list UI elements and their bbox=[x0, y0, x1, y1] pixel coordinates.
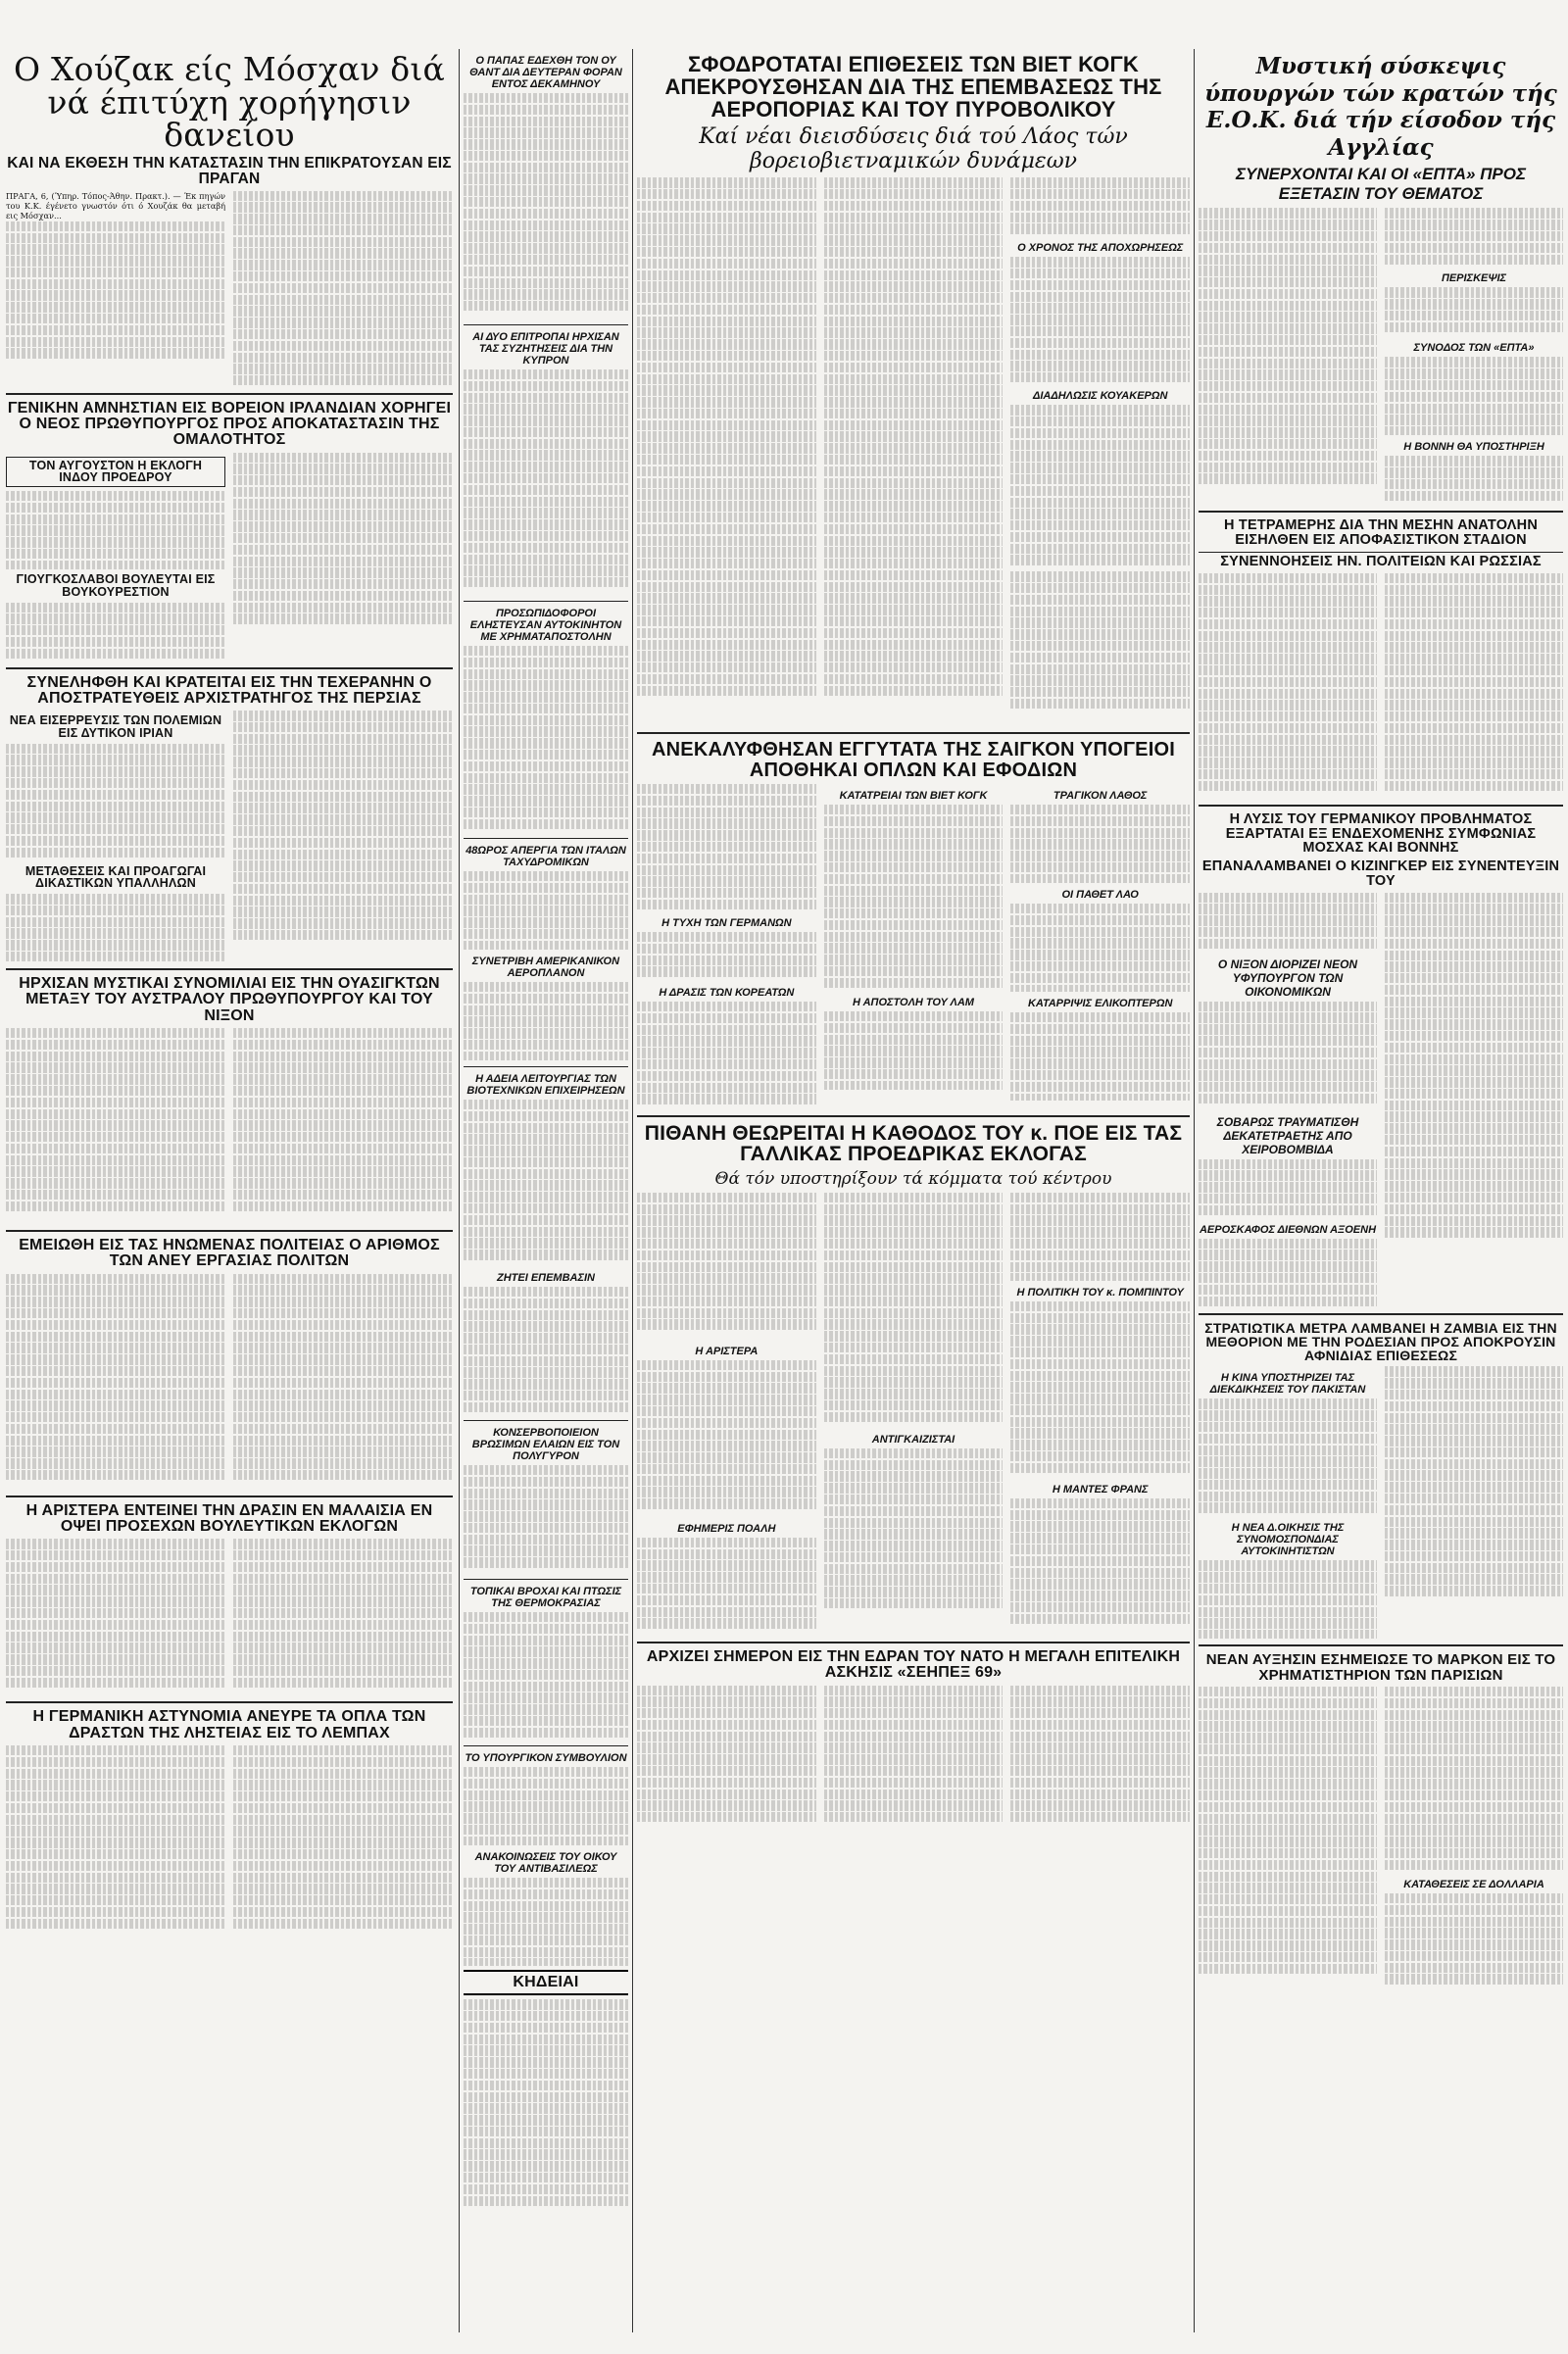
main-headline-center: ΣΦΟΔΡΟΤΑΤΑΙ ΕΠΙΘΕΣΕΙΣ ΤΩΝ ΒΙΕΤ ΚΟΓΚ ΑΠΕΚΡΟΥΣΘΗΣΑΝ ΔΙΑ ΤΗΣ ΕΠΕΜΒΑΣΕΩΣ ΤΗΣ ΑΕΡΟΠΟΡΙΑΣ ΚΑΙ ΤΟΥ ΠΥΡΟΒΟΛΙΚΟΥ bbox=[664, 52, 1162, 123]
main-subheadline: ΚΑΙ ΝΑ ΕΚΘΕΣΗ ΤΗΝ ΚΑΤΑΣΤΑΣΙΝ ΤΗΝ ΕΠΙΚΡΑΤΟΥΣΑΝ ΕΙΣ ΠΡΑΓΑΝ bbox=[7, 154, 452, 187]
headline: ΤΟ ΥΠΟΥΡΓΙΚΟΝ ΣΥΜΒΟΥΛΙΟΝ bbox=[465, 1752, 627, 1764]
article-body bbox=[464, 1100, 628, 1266]
headline: ΣΤΡΑΤΙΩΤΙΚΑ ΜΕΤΡΑ ΛΑΜΒΑΝΕΙ Η ΖΑΜΒΙΑ ΕΙΣ ΤΗΝ ΜΕΘΟΡΙΟΝ ΜΕ ΤΗΝ ΡΟΔΕΣΙΑΝ ΠΡΟΣ ΑΠΟΚΡΟΥΣΙΝ ΑΦΝΙΔΙΑΣ ΕΠΙΘΕΣΕΩΣ bbox=[1204, 1319, 1557, 1364]
section-heading: ΠΕΡΙΣΚΕΨΙΣ bbox=[1441, 272, 1507, 285]
headline: ΝΕΑ ΕΙΣΕΡΡΕΥΣΙΣ ΤΩΝ ΠΟΛΕΜΙΩΝ ΕΙΣ ΔΥΤΙΚΟΝ ΙΡΙΑΝ bbox=[9, 713, 222, 740]
article-body bbox=[233, 1745, 453, 1941]
headline: ΗΡΧΙΣΑΝ ΜΥΣΤΙΚΑΙ ΣΥΝΟΜΙΛΙΑΙ ΕΙΣ ΤΗΝ ΟΥΑΣΙΓΚΤΩΝ ΜΕΤΑΞΥ ΤΟΥ ΑΥΣΤΡΑΛΟΥ ΠΡΩΘΥΠΟΥΡΓΟΥ ΚΑΙ ΤΟΥ ΝΙΞΟΝ bbox=[19, 975, 440, 1024]
subheadline: ΣΥΝΕΡΧΟΝΤΑΙ ΚΑΙ ΟΙ «ΕΠΤΑ» ΠΡΟΣ ΕΞΕΤΑΣΙΝ ΤΟΥ ΘΕΜΑΤΟΣ bbox=[1235, 165, 1527, 204]
headline: Η ΑΡΙΣΤΕΡΑ ΕΝΤΕΙΝΕΙ ΤΗΝ ΔΡΑΣΙΝ ΕΝ ΜΑΛΑΙΣΙΑ ΕΝ ΟΨΕΙ ΠΡΟΣΕΧΩΝ ΒΟΥΛΕΥΤΙΚΩΝ ΕΚΛΟΓΩΝ bbox=[25, 1501, 433, 1535]
article-body bbox=[1199, 573, 1377, 799]
article-body bbox=[6, 1028, 225, 1224]
section-heading: Η ΑΠΟΣΤΟΛΗ ΤΟΥ ΛΑΜ bbox=[853, 997, 974, 1009]
main-lede: ΠΡΑΓΑ, 6, (Ύπηρ. Τόπος-Άθην. Πρακτ.). — Έκ πηγών του Κ.Κ. έγένετο γνωστόν ότι ό Χουζάκ θα μεταβή εις Μόσχαν... bbox=[6, 190, 225, 221]
article-body bbox=[637, 1360, 816, 1517]
article-body bbox=[824, 1193, 1004, 1428]
headline: Η ΓΕΡΜΑΝΙΚΗ ΑΣΤΥΝΟΜΙΑ ΑΝΕΥΡΕ ΤΑ ΟΠΛΑ ΤΩΝ ΔΡΑΣΤΩΝ ΤΗΣ ΛΗΣΤΕΙΑΣ ΕΙΣ ΤΟ ΛΕΜΠΑΧ bbox=[32, 1708, 426, 1741]
headline: ΚΗΔΕΙΑΙ bbox=[464, 1970, 628, 1995]
section-heading: Η ΒΟΝΝΗ ΘΑ ΥΠΟΣΤΗΡΙΞΗ bbox=[1403, 441, 1544, 454]
article-body bbox=[824, 1686, 1004, 1833]
article-body bbox=[1385, 456, 1563, 505]
subheadline: Θά τόν υποστηρίξουν τά κόμματα τού κέντρου bbox=[714, 1168, 1112, 1189]
headline: Ο ΠΑΠΑΣ ΕΔΕΧΘΗ ΤΟΝ ΟΥ ΘΑΝΤ ΔΙΑ ΔΕΥΤΕΡΑΝ ΦΟΡΑΝ ΕΝΤΟΣ ΔΕΚΑΜΗΝΟΥ bbox=[469, 55, 622, 90]
article-body bbox=[1199, 893, 1377, 952]
column-rule bbox=[632, 49, 633, 2332]
article-body bbox=[464, 1465, 628, 1573]
section-heading: Η ΑΡΙΣΤΕΡΑ bbox=[695, 1345, 759, 1357]
article-body bbox=[464, 1287, 628, 1414]
article-body bbox=[1010, 1012, 1190, 1101]
article-body bbox=[1010, 1498, 1190, 1636]
article-body bbox=[464, 1612, 628, 1740]
article-body bbox=[233, 191, 453, 387]
article-body bbox=[637, 1002, 816, 1109]
section-heading: Η ΚΙΝΑ ΥΠΟΣΤΗΡΙΖΕΙ ΤΑΣ ΔΙΕΚΔΙΚΗΣΕΙΣ ΤΟΥ ΠΑΚΙΣΤΑΝ bbox=[1209, 1372, 1366, 1397]
column-second bbox=[464, 49, 628, 2342]
article-body bbox=[464, 1878, 628, 1966]
headline: ΖΗΤΕΙ ΕΠΕΜΒΑΣΙΝ bbox=[497, 1272, 595, 1284]
section-heading: ΚΑΤΑΘΕΣΕΙΣ ΣΕ ΔΟΛΛΑΡΙΑ bbox=[1403, 1879, 1544, 1891]
article-body bbox=[233, 1539, 453, 1695]
article-body bbox=[464, 646, 628, 832]
article-body bbox=[1385, 287, 1563, 336]
article-body bbox=[6, 1274, 225, 1490]
column-rule bbox=[459, 49, 460, 2332]
article-body bbox=[824, 805, 1004, 991]
column-left bbox=[6, 49, 453, 2342]
headline: Η ΛΥΣΙΣ ΤΟΥ ΓΕΡΜΑΝΙΚΟΥ ΠΡΟΒΛΗΜΑΤΟΣ ΕΞΑΡΤΑΤΑΙ ΕΞ ΕΝΔΕΧΟΜΕΝΗΣ ΣΥΜΦΩΝΙΑΣ ΜΟΣΧΑΣ ΚΑΙ ΒΟΝΝΗΣ bbox=[1225, 810, 1537, 857]
subheadline: Καί νέαι διεισδύσεις διά τού Λάος τών βορειοβιετναμικών δυνάμεων bbox=[699, 124, 1128, 174]
article-body bbox=[464, 1767, 628, 1845]
headline: ΚΟΝΣΕΡΒΟΠΟΙΕΙΟΝ ΒΡΩΣΙΜΩΝ ΕΛΑΙΩΝ ΕΙΣ ΤΟΝ ΠΟΛΥΓΥΡΟΝ bbox=[471, 1427, 620, 1462]
headline: ΓΙΟΥΓΚΟΣΛΑΒΟΙ ΒΟΥΛΕΥΤΑΙ ΕΙΣ ΒΟΥΚΟΥΡΕΣΤΙΟΝ bbox=[16, 572, 216, 599]
article-body bbox=[1010, 571, 1190, 718]
article-body bbox=[1199, 1239, 1377, 1307]
headline: Η ΑΔΕΙΑ ΛΕΙΤΟΥΡΓΙΑΣ ΤΩΝ ΒΙΟΤΕΧΝΙΚΩΝ ΕΠΙΧΕΙΡΗΣΕΩΝ bbox=[466, 1073, 625, 1097]
article-body bbox=[637, 784, 816, 911]
article-body bbox=[6, 603, 225, 662]
section-heading: ΚΑΤΑΤΡΕΙΑΙ ΤΩΝ ΒΙΕΤ ΚΟΓΚ bbox=[839, 790, 988, 803]
column-rule bbox=[1194, 49, 1195, 2332]
article-body bbox=[233, 1028, 453, 1224]
article-body bbox=[1010, 805, 1190, 883]
headline: Η ΤΕΤΡΑΜΕΡΗΣ ΔΙΑ ΤΗΝ ΜΕΣΗΝ ΑΝΑΤΟΛΗΝ ΕΙΣΗΛΘΕΝ ΕΙΣ ΑΠΟΦΑΣΙΣΤΙΚΟΝ ΣΤΑΔΙΟΝ bbox=[1223, 517, 1538, 549]
section-heading: Η ΔΡΑΣΙΣ ΤΩΝ ΚΟΡΕΑΤΩΝ bbox=[659, 987, 795, 1000]
section-heading: ΑΕΡΟΣΚΑΦΟΣ ΔΙΕΘΝΩΝ ΑΞΟΕΝΗ bbox=[1199, 1223, 1377, 1236]
article-body bbox=[6, 1539, 225, 1695]
headline: ΑΡΧΙΖΕΙ ΣΗΜΕΡΟΝ ΕΙΣ ΤΗΝ ΕΔΡΑΝ ΤΟΥ ΝΑΤΟ Η ΜΕΓΑΛΗ ΕΠΙΤΕΛΙΚΗ ΑΣΚΗΣΙΣ «ΣΕΗΠΕΞ 69» bbox=[646, 1647, 1181, 1682]
headline: ΕΠΑΝΑΛΑΜΒΑΝΕΙ Ο ΚΙΖΙΝΓΚΕΡ ΕΙΣ ΣΥΝΕΝΤΕΥΞΙΝ ΤΟΥ bbox=[1201, 858, 1560, 889]
section-heading: ΟΙ ΠΑΘΕΤ ΛΑΟ bbox=[1061, 889, 1139, 902]
headline: ΠΙΘΑΝΗ ΘΕΩΡΕΙΤΑΙ Η ΚΑΘΟΔΟΣ ΤΟΥ κ. ΠΟΕ ΕΙΣ ΤΑΣ ΓΑΛΛΙΚΑΣ ΠΡΟΕΔΡΙΚΑΣ ΕΚΛΟΓΑΣ bbox=[644, 1122, 1183, 1166]
article-body bbox=[464, 1999, 628, 2215]
article-body bbox=[1199, 1002, 1377, 1109]
article-body bbox=[233, 711, 453, 946]
article-body bbox=[233, 1274, 453, 1490]
headline: ΤΟΝ ΑΥΓΟΥΣΤΟΝ Η ΕΚΛΟΓΗ ΙΝΔΟΥ ΠΡΟΕΔΡΟΥ bbox=[6, 457, 225, 488]
section-heading: ΕΦΗΜΕΡΙΣ ΠΟΑΛΗ bbox=[677, 1522, 776, 1535]
article-body bbox=[1385, 357, 1563, 435]
section-heading: Η ΝΕΑ Δ.ΟΙΚΗΣΙΣ ΤΗΣ ΣΥΝΟΜΟΣΠΟΝΔΙΑΣ ΑΥΤΟΚΙΝΗΤΙΣΤΩΝ bbox=[1231, 1522, 1345, 1558]
article-body bbox=[1010, 904, 1190, 992]
article-body bbox=[1010, 405, 1190, 571]
section-heading: ΣΥΝΟΔΟΣ ΤΩΝ «ΕΠΤΑ» bbox=[1413, 342, 1535, 355]
article-body bbox=[637, 932, 816, 981]
article-body bbox=[233, 453, 453, 624]
headline: ΝΕΑΝ ΑΥΞΗΣΙΝ ΕΣΗΜΕΙΩΣΕ ΤΟ ΜΑΡΚΟΝ ΕΙΣ ΤΟ ΧΡΗΜΑΤΙΣΤΗΡΙΟΝ ΤΩΝ ΠΑΡΙΣΙΩΝ bbox=[1205, 1651, 1556, 1684]
article-body bbox=[637, 1686, 816, 1833]
headline: ΣΥΝΕΝΝΟΗΣΕΙΣ ΗΝ. ΠΟΛΙΤΕΙΩΝ ΚΑΙ ΡΩΣΣΙΑΣ bbox=[1199, 552, 1563, 569]
headline: ΑΝΑΚΟΙΝΩΣΕΙΣ ΤΟΥ ΟΙΚΟΥ ΤΟΥ ΑΝΤΙΒΑΣΙΛΕΩΣ bbox=[474, 1851, 617, 1875]
article-body bbox=[824, 1011, 1004, 1090]
section-heading: ΚΑΤΑΡΡΙΨΙΣ ΕΛΙΚΟΠΤΕΡΩΝ bbox=[1027, 998, 1173, 1010]
headline: ΑΙ ΔΥΟ ΕΠΙΤΡΟΠΑΙ ΗΡΧΙΣΑΝ ΤΑΣ ΣΥΖΗΤΗΣΕΙΣ ΔΙΑ ΤΗΝ ΚΥΠΡΟΝ bbox=[472, 331, 619, 367]
article-body bbox=[6, 744, 225, 861]
article-body bbox=[1199, 1560, 1377, 1639]
article-body bbox=[1385, 1893, 1563, 1991]
headline: ΜΕΤΑΘΕΣΕΙΣ ΚΑΙ ΠΡΟΑΓΩΓΑΙ ΔΙΚΑΣΤΙΚΩΝ ΥΠΑΛΛΗΛΩΝ bbox=[24, 863, 207, 891]
headline: ΣΥΝΕΤΡΙΒΗ ΑΜΕΡΙΚΑΝΙΚΟΝ ΑΕΡΟΠΛΑΝΟΝ bbox=[471, 956, 620, 979]
article-body bbox=[6, 894, 225, 962]
article-body bbox=[1385, 208, 1563, 267]
headline: ΓΕΝΙΚΗΝ ΑΜΝΗΣΤΙΑΝ ΕΙΣ ΒΟΡΕΙΟΝ ΙΡΛΑΝΔΙΑΝ ΧΟΡΗΓΕΙ Ο ΝΕΟΣ ΠΡΩΘΥΠΟΥΡΓΟΣ ΠΡΟΣ ΑΠΟΚΑΤΑΣΤΑΣΙΝ ΤΗΣ ΟΜΑΛΟΤΗΤΟΣ bbox=[7, 399, 452, 449]
section-heading: Η ΜΑΝΤΕΣ ΦΡΑΝΣ bbox=[1052, 1483, 1149, 1496]
section-heading: ΣΟΒΑΡΩΣ ΤΡΑΥΜΑΤΙΣΘΗ ΔΕΚΑΤΕΤΡΑΕΤΗΣ ΑΠΟ ΧΕΙΡΟΒΟΜΒΙΔΑ bbox=[1216, 1114, 1359, 1156]
article-body bbox=[464, 871, 628, 950]
article-body bbox=[1385, 893, 1563, 1246]
section-heading: ΤΡΑΓΙΚΟΝ ΛΑΘΟΣ bbox=[1053, 790, 1148, 803]
main-headline: Ο Χούζακ είς Μόσχαν διά νά έπιτύχη χορήγησιν δανείου bbox=[14, 50, 445, 155]
section-heading: ΑΝΤΙΓΚΑΙΖΙΣΤΑΙ bbox=[871, 1433, 956, 1446]
article-body bbox=[6, 221, 225, 359]
article-body bbox=[1199, 1159, 1377, 1218]
headline: ΑΝΕΚΑΛΥΦΘΗΣΑΝ ΕΓΓΥΤΑΤΑ ΤΗΣ ΣΑΙΓΚΟΝ ΥΠΟΓΕΙΟΙ ΑΠΟΘΗΚΑΙ ΟΠΛΩΝ ΚΑΙ ΕΦΟΔΙΩΝ bbox=[652, 739, 1175, 781]
article-body bbox=[1199, 1398, 1377, 1516]
article-body bbox=[1385, 1366, 1563, 1601]
section-heading: Ο ΧΡΟΝΟΣ ΤΗΣ ΑΠΟΧΩΡΗΣΕΩΣ bbox=[1017, 242, 1184, 255]
headline: ΠΡΟΣΩΠΙΔΟΦΟΡΟΙ ΕΛΗΣΤΕΥΣΑΝ ΑΥΤΟΚΙΝΗΤΟΝ ΜΕ ΧΡΗΜΑΤΑΠΟΣΤΟΛΗΝ bbox=[469, 608, 622, 643]
column-center bbox=[637, 49, 1190, 2342]
article-body bbox=[1385, 1687, 1563, 1873]
article-body bbox=[824, 177, 1004, 726]
headline: ΕΜΕΙΩΘΗ ΕΙΣ ΤΑΣ ΗΝΩΜΕΝΑΣ ΠΟΛΙΤΕΙΑΣ Ο ΑΡΙΘΜΟΣ ΤΩΝ ΑΝΕΥ ΕΡΓΑΣΙΑΣ ΠΟΛΙΤΩΝ bbox=[19, 1237, 440, 1270]
article-body bbox=[464, 982, 628, 1060]
article-body bbox=[1010, 1686, 1190, 1833]
article-body bbox=[1010, 177, 1190, 236]
headline: Μυστική σύσκεψις ύπουργών τών κρατών τής Ε.Ο.Κ. διά τήν είσοδον τής Αγγλίας bbox=[1204, 53, 1557, 161]
article-body bbox=[824, 1448, 1004, 1615]
article-body bbox=[1385, 573, 1563, 799]
article-body bbox=[637, 1193, 816, 1340]
article-body bbox=[1010, 1193, 1190, 1281]
headline: ΣΥΝΕΛΗΦΘΗ ΚΑΙ ΚΡΑΤΕΙΤΑΙ ΕΙΣ ΤΗΝ ΤΕΧΕΡΑΝΗΝ Ο ΑΠΟΣΤΡΑΤΕΥΘΕΙΣ ΑΡΧΙΣΤΡΑΤΗΓΟΣ ΤΗΣ ΠΕΡΣΙΑΣ bbox=[26, 673, 432, 707]
article-body bbox=[6, 491, 225, 569]
section-heading: Η ΤΥΧΗ ΤΩΝ ΓΕΡΜΑΝΩΝ bbox=[662, 917, 792, 930]
section-heading: Ο ΝΙΞΟΝ ΔΙΟΡΙΖΕΙ ΝΕΟΝ ΥΦΥΠΟΥΡΓΟΝ ΤΩΝ ΟΙΚΟΝΟΜΙΚΩΝ bbox=[1217, 956, 1358, 999]
article-body bbox=[1010, 257, 1190, 384]
article-body bbox=[1199, 208, 1377, 492]
article-body bbox=[1010, 1301, 1190, 1478]
section-heading: Η ΠΟΛΙΤΙΚΗ ΤΟΥ κ. ΠΟΜΠΙΝΤΟΥ bbox=[1016, 1286, 1184, 1299]
article-body bbox=[464, 369, 628, 595]
article-body bbox=[1199, 1687, 1377, 1981]
article-body bbox=[637, 1538, 816, 1636]
article-body bbox=[464, 93, 628, 319]
headline: 48ΩΡΟΣ ΑΠΕΡΓΙΑ ΤΩΝ ΙΤΑΛΩΝ ΤΑΧΥΔΡΟΜΙΚΩΝ bbox=[466, 845, 626, 868]
article-body bbox=[637, 177, 816, 726]
headline: ΤΟΠΙΚΑΙ ΒΡΟΧΑΙ ΚΑΙ ΠΤΩΣΙΣ ΤΗΣ ΘΕΡΜΟΚΡΑΣΙΑΣ bbox=[469, 1586, 622, 1609]
column-right bbox=[1199, 49, 1563, 2342]
article-body bbox=[6, 1745, 225, 1941]
section-heading: ΔΙΑΔΗΛΩΣΙΣ ΚΟΥΑΚΕΡΩΝ bbox=[1032, 390, 1168, 403]
